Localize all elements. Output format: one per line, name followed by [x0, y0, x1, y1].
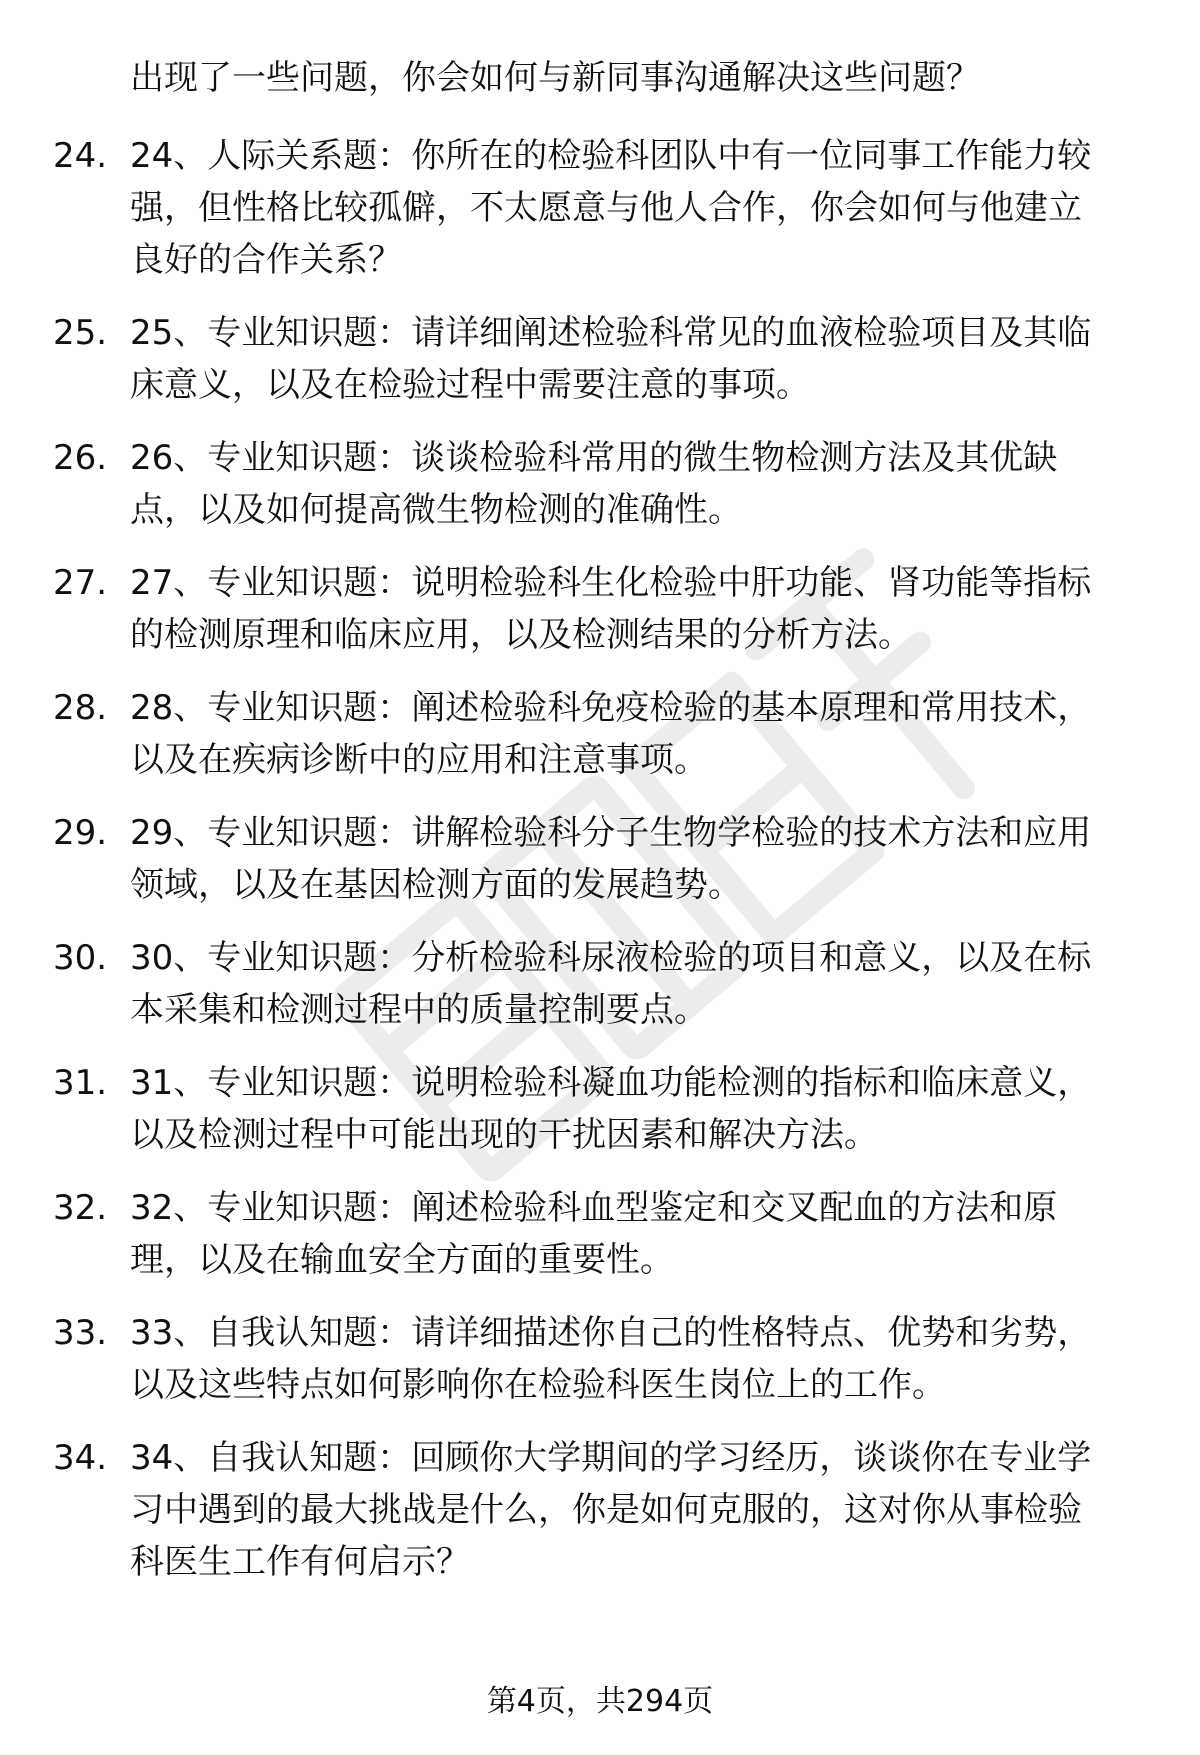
question-text	[130, 1432, 1150, 1588]
question-text	[130, 1057, 1150, 1161]
question-text-line: 33、自我认知题：请详细描述你自己的性格特点、优势和劣势，	[130, 1313, 1092, 1353]
question-number: 30.	[53, 938, 108, 978]
question-text	[130, 682, 1150, 786]
question-text-line: 本采集和检测过程中的质量控制要点。	[130, 990, 708, 1030]
question-number: 27.	[53, 563, 108, 603]
question-text	[130, 557, 1150, 661]
question-text-line: 26、专业知识题：谈谈检验科常用的微生物检测方法及其优缺	[130, 438, 1058, 478]
question-item	[0, 130, 1200, 286]
question-number: 24.	[53, 136, 108, 176]
question-text-line: 理，以及在输血安全方面的重要性。	[130, 1240, 674, 1280]
question-text-line: 27、专业知识题：说明检验科生化检验中肝功能、肾功能等指标	[130, 563, 1092, 603]
question-number: 29.	[53, 813, 108, 853]
question-text-line: 点，以及如何提高微生物检测的准确性。	[130, 490, 742, 530]
question-number: 32.	[53, 1188, 108, 1228]
question-item	[0, 1307, 1200, 1411]
question-number: 26.	[53, 438, 108, 478]
question-number: 34.	[53, 1438, 108, 1478]
question-text-line: 29、专业知识题：讲解检验科分子生物学检验的技术方法和应用	[130, 813, 1092, 853]
question-text-line: 床意义，以及在检验过程中需要注意的事项。	[130, 365, 810, 405]
question-text-line: 领域，以及在基因检测方面的发展趋势。	[130, 865, 742, 905]
question-item	[0, 1057, 1200, 1161]
question-text	[130, 932, 1150, 1036]
question-text	[130, 1307, 1150, 1411]
question-text	[130, 130, 1150, 286]
question-item	[0, 1432, 1200, 1588]
question-text	[130, 807, 1150, 911]
question-text	[130, 1182, 1150, 1286]
question-number: 28.	[53, 688, 108, 728]
question-text-line: 以及在疾病诊断中的应用和注意事项。	[130, 740, 708, 780]
question-item	[0, 307, 1200, 411]
continuation-text: 出现了一些问题，你会如何与新同事沟通解决这些问题？	[130, 58, 980, 98]
question-text-line: 以及检测过程中可能出现的干扰因素和解决方法。	[130, 1115, 878, 1155]
question-text-line: 34、自我认知题：回顾你大学期间的学习经历，谈谈你在专业学	[130, 1438, 1092, 1478]
question-text-line: 强，但性格比较孤僻，不太愿意与他人合作，你会如何与他建立	[130, 188, 1082, 228]
question-text-line: 25、专业知识题：请详细阐述检验科常见的血液检验项目及其临	[130, 313, 1092, 353]
question-text	[130, 307, 1150, 411]
question-text-line: 的检测原理和临床应用，以及检测结果的分析方法。	[130, 615, 912, 655]
question-item	[0, 807, 1200, 911]
page-footer: 第4页，共294页	[486, 1684, 714, 1719]
question-item	[0, 682, 1200, 786]
question-text-line: 良好的合作关系？	[130, 240, 402, 280]
question-item	[0, 932, 1200, 1036]
question-text-line: 习中遇到的最大挑战是什么，你是如何克服的，这对你从事检验	[130, 1490, 1082, 1530]
question-number: 25.	[53, 313, 108, 353]
question-item	[0, 1182, 1200, 1286]
question-text-line: 31、专业知识题：说明检验科凝血功能检测的指标和临床意义，	[130, 1063, 1092, 1103]
question-text-line: 24、人际关系题：你所在的检验科团队中有一位同事工作能力较	[130, 136, 1092, 176]
question-item	[0, 432, 1200, 536]
question-item	[0, 557, 1200, 661]
question-text-line: 以及这些特点如何影响你在检验科医生岗位上的工作。	[130, 1365, 946, 1405]
question-text-line: 30、专业知识题：分析检验科尿液检验的项目和意义，以及在标	[130, 938, 1092, 978]
question-text-line: 28、专业知识题：阐述检验科免疫检验的基本原理和常用技术，	[130, 688, 1092, 728]
question-text-line: 科医生工作有何启示？	[130, 1542, 470, 1582]
question-text-line: 32、专业知识题：阐述检验科血型鉴定和交叉配血的方法和原	[130, 1188, 1058, 1228]
question-number: 31.	[53, 1063, 108, 1103]
question-number: 33.	[53, 1313, 108, 1353]
question-text	[130, 432, 1150, 536]
